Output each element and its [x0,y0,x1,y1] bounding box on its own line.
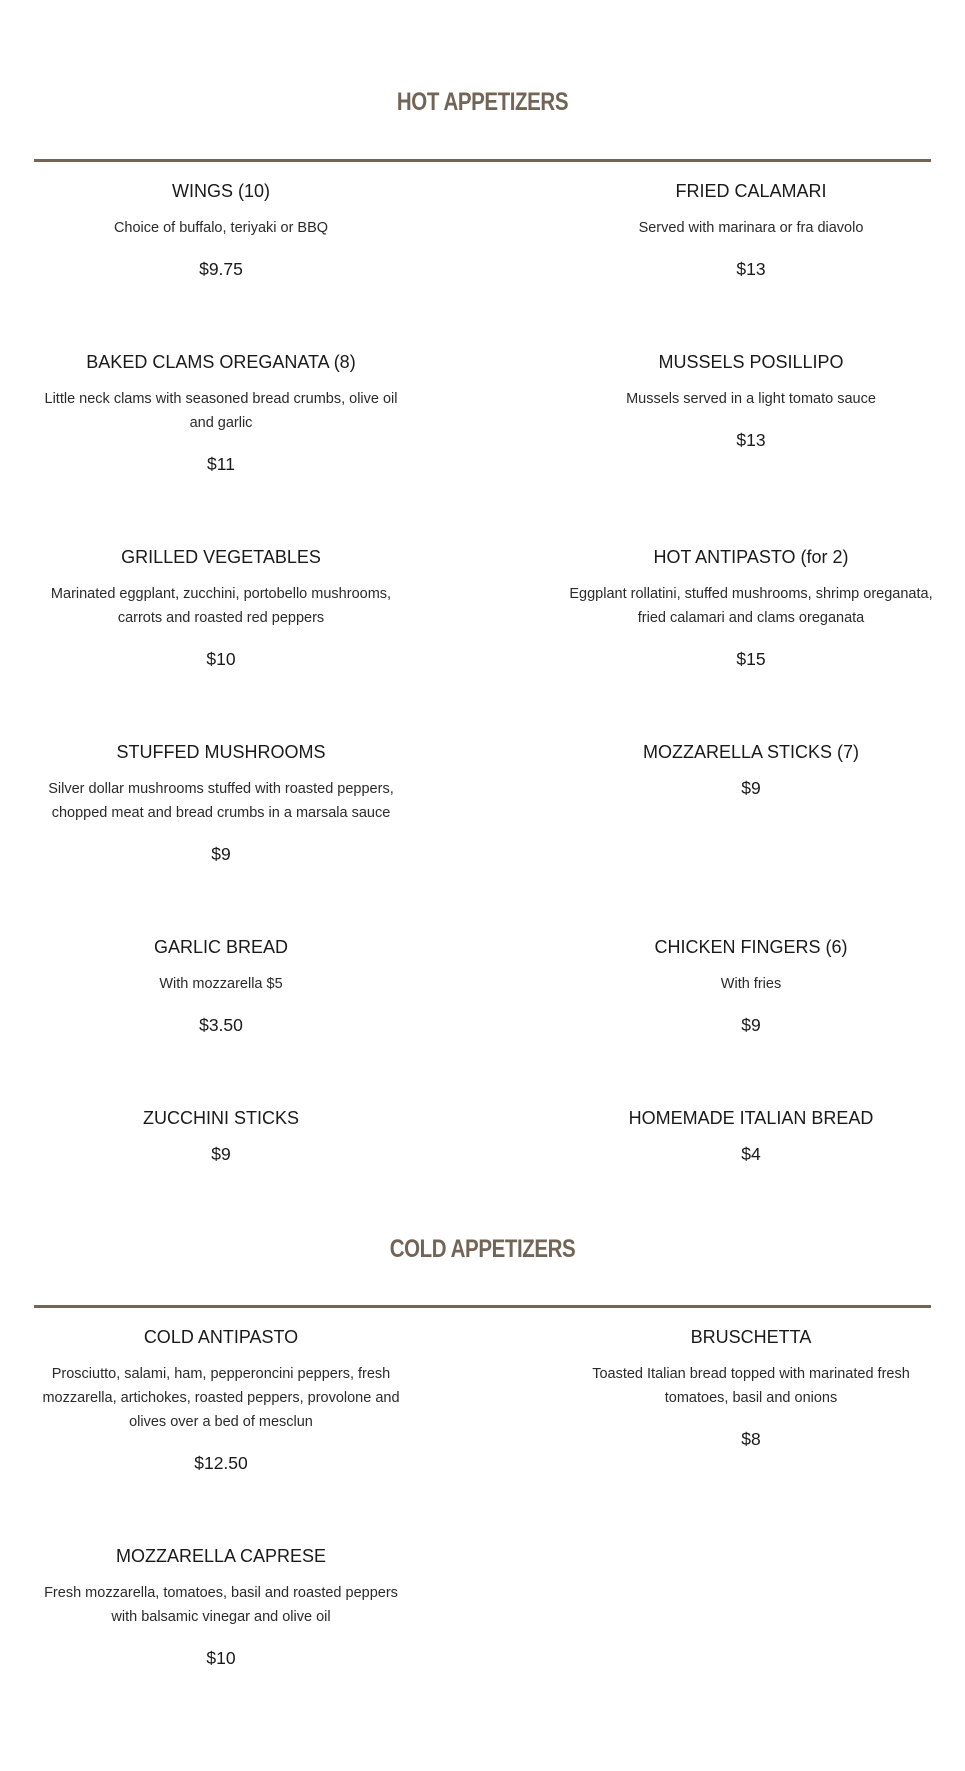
menu-item [36,1545,406,1669]
item-price: $12.50 [194,1453,248,1473]
item-description: Silver dollar mushrooms stuffed with roasted peppers, chopped meat and bread crumbs in a marsala sauce [48,781,394,821]
item-price: $9.75 [199,259,243,279]
item-price: $8 [741,1429,761,1449]
menu-item [36,936,406,1036]
item-name: WINGS (10) [171,181,270,201]
section-divider [34,1305,931,1308]
item-name: BAKED CLAMS OREGANATA (8) [86,352,356,372]
menu-item [36,741,406,865]
item-description: Toasted Italian bread topped with marinated fresh tomatoes, basil and onions [592,1366,910,1406]
item-description: Mussels served in a light tomato sauce [626,391,876,407]
menu-item [566,1326,936,1450]
item-name: STUFFED MUSHROOMS [116,742,326,762]
section-title-hot-appetizers: HOT APPETIZERS [396,88,569,116]
item-name: HOMEMADE ITALIAN BREAD [628,1108,874,1128]
item-price: $3.50 [199,1015,243,1035]
item-name: GRILLED VEGETABLES [121,547,321,567]
item-name: CHICKEN FINGERS (6) [654,937,848,957]
item-description: Served with marinara or fra diavolo [638,220,864,236]
menu-item [36,180,406,280]
menu-item [566,1107,936,1165]
item-name: COLD ANTIPASTO [143,1327,299,1347]
item-price: $11 [207,454,235,474]
item-description: With mozzarella $5 [159,976,283,992]
item-name: HOT ANTIPASTO (for 2) [653,547,849,567]
menu-item [566,546,936,670]
item-description: With fries [720,976,782,992]
menu-item [36,1326,406,1474]
item-price: $9 [741,778,761,798]
menu-item [566,741,936,799]
menu-item [36,351,406,475]
item-price: $10 [206,1648,236,1668]
item-price: $10 [206,649,236,669]
menu-item [36,1107,406,1165]
item-description: Fresh mozzarella, tomatoes, basil and roasted peppers with balsamic vinegar and olive oil [44,1585,398,1625]
menu-item [566,351,936,451]
item-price: $13 [736,430,766,450]
menu-item [36,546,406,670]
item-description: Choice of buffalo, teriyaki or BBQ [113,220,329,236]
menu-item [566,936,936,1036]
item-name: ZUCCHINI STICKS [142,1108,299,1128]
item-name: MOZZARELLA STICKS (7) [642,742,860,762]
item-price: $9 [211,1144,231,1164]
item-price: $4 [741,1144,761,1164]
item-description: Prosciutto, salami, ham, pepperoncini peppers, fresh mozzarella, artichokes, roasted peppers, provolone and olives over a bed of mesclun [42,1366,400,1430]
item-price: $9 [741,1015,761,1035]
item-price: $15 [736,649,766,669]
item-name: GARLIC BREAD [153,937,289,957]
item-description: Marinated eggplant, zucchini, portobello mushrooms, carrots and roasted red peppers [50,586,392,626]
item-name: MOZZARELLA CAPRESE [115,1546,327,1566]
section-title-cold-appetizers: COLD APPETIZERS [389,1235,576,1263]
item-price: $9 [211,844,231,864]
section-divider [34,159,931,162]
menu-item [566,180,936,280]
item-name: BRUSCHETTA [690,1327,812,1347]
item-price: $13 [736,259,766,279]
item-description: Little neck clams with seasoned bread crumbs, olive oil and garlic [44,391,398,431]
item-name: MUSSELS POSILLIPO [658,352,844,372]
item-description: Eggplant rollatini, stuffed mushrooms, shrimp oreganata, fried calamari and clams oreganata [569,586,933,626]
item-name: FRIED CALAMARI [675,181,827,201]
